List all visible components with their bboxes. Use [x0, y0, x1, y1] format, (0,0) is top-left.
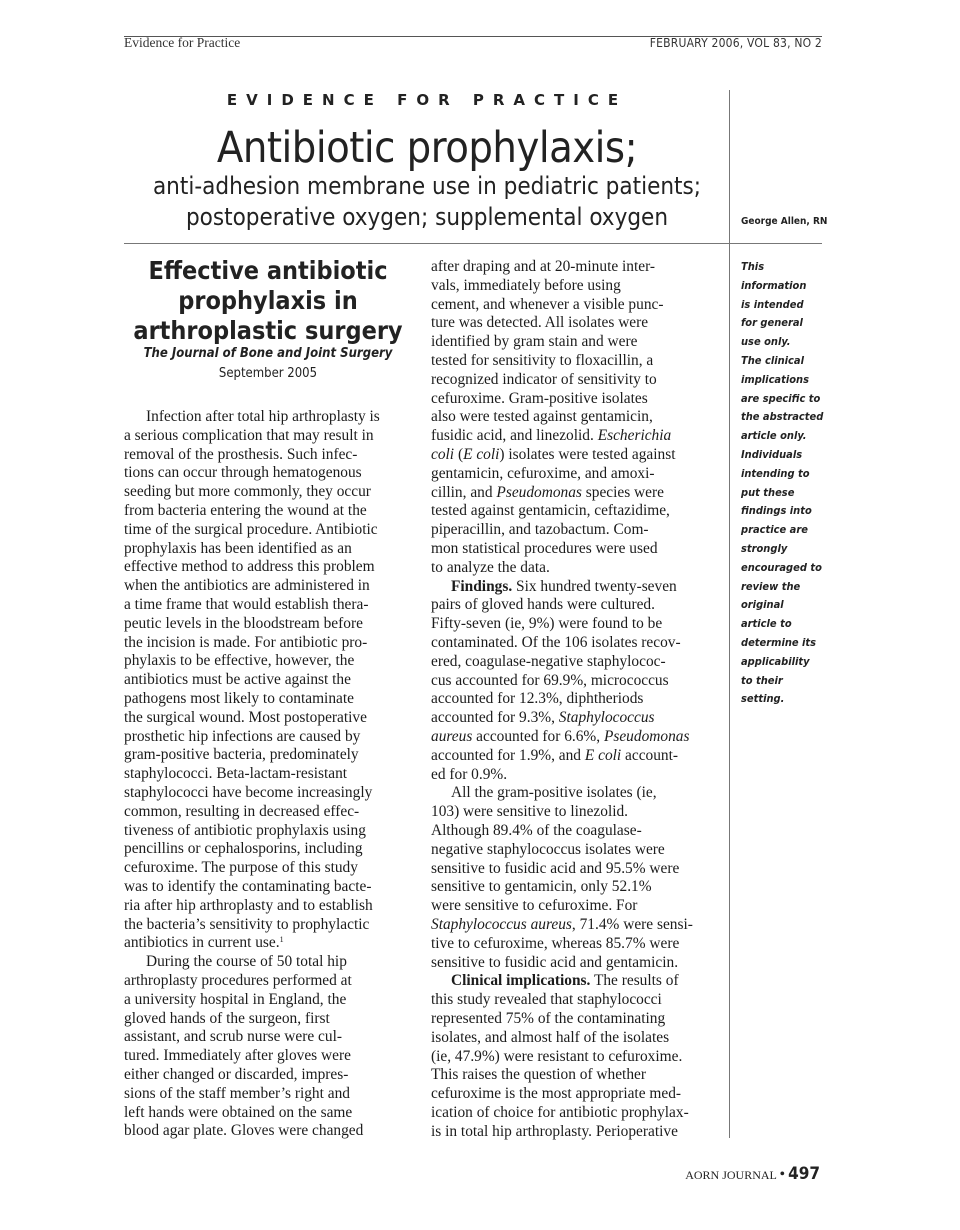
body-line: cefuroxime is the most appropriate med-: [431, 1085, 682, 1103]
author-byline: George Allen, RN: [741, 216, 828, 227]
body-line: phylaxis to be effective, however, the: [124, 652, 355, 670]
organism-name: E coli: [584, 746, 622, 764]
disclaimer-line: determine its: [741, 636, 817, 649]
body-line: a university hospital in England, the: [124, 990, 347, 1008]
body-text: , 71.4% were sensi-: [571, 916, 693, 933]
findings-heading: Findings.: [451, 577, 513, 595]
article-source-date: September 2005: [218, 366, 318, 381]
body-line: coli (E coli) isolates were tested against: [431, 446, 676, 463]
body-line: prophylaxis has been identified as an: [124, 539, 352, 557]
body-line: recognized indicator of sensitivity to: [431, 370, 657, 388]
sidebar-rule: [729, 243, 822, 244]
body-line: tive to cefuroxime, whereas 85.7% were: [431, 934, 680, 952]
page-subtitle-line: anti-adhesion membrane use in pediatric patients;: [152, 172, 702, 200]
clinical-implications-heading: Clinical implications.: [451, 972, 591, 990]
body-line: gentamicin, cefuroxime, and amoxi-: [431, 464, 655, 482]
body-line: cefuroxime. Gram-positive isolates: [431, 389, 648, 407]
body-line: All the gram-positive isolates (ie,: [451, 784, 657, 802]
body-text: fusidic acid, and linezolid.: [431, 427, 594, 445]
page-subtitle-line: postoperative oxygen; supplemental oxygen: [185, 203, 669, 231]
disclaimer-line: This: [741, 260, 765, 273]
body-text: Six hundred twenty-seven: [512, 577, 677, 595]
body-line: is in total hip arthroplasty. Perioperative: [431, 1122, 678, 1140]
body-line: a time frame that would establish thera-: [124, 596, 369, 613]
organism-name: Staphylococcus aureus: [431, 916, 572, 933]
body-line: pairs of gloved hands were cultured.: [431, 596, 655, 614]
body-line: time of the surgical procedure. Antibiotic: [124, 520, 378, 538]
body-line: sions of the staff member’s right and: [124, 1084, 350, 1102]
article-title-line: prophylaxis in: [178, 286, 358, 315]
organism-name: coli: [431, 446, 455, 463]
disclaimer-line: Individuals: [741, 448, 803, 461]
disclaimer-line: the abstracted: [741, 410, 824, 424]
body-line: to analyze the data.: [431, 558, 550, 576]
body-line: blood agar plate. Gloves were changed: [124, 1122, 364, 1140]
body-line: seeding but more commonly, they occur: [124, 483, 371, 501]
organism-name: Pseudomonas: [603, 728, 690, 745]
body-text: accounted for 1.9%, and: [431, 746, 585, 764]
body-line: prosthetic hip infections are caused by: [124, 727, 361, 745]
disclaimer-line: The clinical: [741, 354, 804, 367]
disclaimer-line: strongly: [741, 542, 788, 555]
body-line: piperacillin, and tazobactum. Com-: [431, 521, 649, 539]
body-line: (ie, 47.9%) were resistant to cefuroxime.: [431, 1047, 683, 1065]
body-line: when the antibiotics are administered in: [124, 577, 370, 595]
article-title-line: arthroplastic surgery: [133, 316, 403, 345]
body-line: ria after hip arthroplasty and to establish: [124, 896, 373, 914]
body-line: the bacteria’s sensitivity to prophylactic: [124, 915, 370, 933]
body-text: species were: [581, 483, 664, 501]
body-line: ture was detected. All isolates were: [431, 314, 649, 332]
body-line: Infection after total hip arthroplasty is: [146, 408, 380, 425]
organism-name: E coli: [463, 446, 500, 463]
body-line: vals, immediately before using: [431, 276, 621, 294]
disclaimer-line: intending to: [741, 466, 810, 480]
disclaimer-line: review the: [741, 579, 801, 593]
body-text: ) isolates were tested against: [499, 446, 676, 463]
body-text: accounted for 6.6%,: [472, 728, 604, 745]
article-title-line: Effective antibiotic: [148, 256, 388, 285]
footer-journal-name: AORN JOURNAL: [685, 1168, 777, 1182]
body-line: pathogens most likely to contaminate: [124, 690, 354, 707]
body-text: The results of: [590, 972, 679, 990]
body-line: During the course of 50 total hip: [146, 953, 347, 971]
body-text: cillin, and: [431, 483, 493, 501]
disclaimer-line: use only.: [741, 335, 791, 349]
body-line: tions can occur through hematogenous: [124, 464, 362, 482]
body-line: staphylococci have become increasingly: [124, 784, 373, 801]
running-header-issue: FEBRUARY 2006, VOL 83, NO 2: [649, 36, 822, 50]
footer-bullet: •: [779, 1166, 786, 1183]
findings-line: [451, 578, 677, 597]
body-line: staphylococci. Beta-lactam-resistant: [124, 765, 348, 783]
body-line: mon statistical procedures were used: [431, 540, 658, 557]
body-line: tured. Immediately after gloves were: [124, 1047, 351, 1065]
body-line: [431, 916, 693, 935]
body-line: [431, 427, 671, 446]
body-line: pencillins or cephalosporins, including: [124, 840, 363, 858]
body-line: antibiotics must be active against the: [124, 671, 351, 689]
page-number: 497: [788, 1164, 820, 1184]
disclaimer-line: encouraged to: [741, 560, 822, 574]
body-line: either changed or discarded, impres-: [124, 1066, 349, 1083]
body-line: tiveness of antibiotic prophylaxis using: [124, 821, 366, 839]
disclaimer-line: applicability: [741, 654, 810, 668]
disclaimer-line: original: [741, 598, 784, 612]
body-line: removal of the prosthesis. Such infec-: [124, 445, 358, 463]
body-line: were sensitive to cefuroxime. For: [431, 897, 638, 915]
body-line: Fifty-seven (ie, 9%) were found to be: [431, 615, 663, 633]
article-source-journal: The Journal of Bone and Joint Surgery: [143, 346, 393, 361]
disclaimer-line: are specific to: [741, 391, 821, 405]
disclaimer-line: article to: [741, 617, 792, 631]
body-line: a serious complication that may result in: [124, 426, 374, 444]
body-line: [431, 747, 678, 766]
body-line: [431, 484, 664, 503]
disclaimer-line: put these: [741, 485, 795, 499]
disclaimer-line: practice are: [741, 523, 808, 537]
running-header-section: Evidence for Practice: [124, 35, 241, 50]
body-line: represented 75% of the contaminating: [431, 1010, 666, 1027]
body-line: sensitive to fusidic acid and 95.5% were: [431, 859, 680, 877]
body-line: negative staphylococcus isolates were: [431, 840, 665, 858]
body-line: accounted for 12.3%, diphtheriods: [431, 690, 644, 708]
body-line: assistant, and scrub nurse were cul-: [124, 1028, 342, 1046]
body-line: arthroplasty procedures performed at: [124, 972, 352, 989]
body-line: peutic levels in the bloodstream before: [124, 614, 363, 632]
organism-name: Pseudomonas: [496, 483, 582, 501]
citation-superscript: 1: [279, 935, 284, 945]
article-title: [124, 256, 412, 346]
section-kicker: EVIDENCE FOR PRACTICE: [226, 91, 628, 109]
body-line: also were tested against gentamicin,: [431, 408, 653, 426]
body-line: sensitive to fusidic acid and gentamicin.: [431, 953, 679, 971]
disclaimer-line: for general: [741, 316, 803, 330]
body-line: left hands were obtained on the same: [124, 1103, 353, 1121]
disclaimer-line: is intended: [741, 297, 804, 311]
body-line: the surgical wound. Most postoperative: [124, 708, 367, 726]
body-line: after draping and at 20-minute inter-: [431, 258, 656, 275]
body-line: cement, and whenever a visible punc-: [431, 295, 664, 313]
column-divider: [729, 90, 730, 1138]
body-line: [431, 728, 689, 747]
body-line: the incision is made. For antibiotic pro-: [124, 633, 368, 651]
body-line: effective method to address this problem: [124, 558, 375, 576]
body-line: ication of choice for antibiotic prophylax-: [431, 1104, 689, 1121]
body-line: common, resulting in decreased effec-: [124, 802, 360, 820]
disclaimer-line: implications: [741, 372, 809, 386]
title-rule: [124, 243, 729, 244]
disclaimer-line: setting.: [741, 692, 785, 706]
body-line: tested against gentamicin, ceftazidime,: [431, 502, 670, 520]
clinical-implications-line: [451, 972, 679, 991]
body-line: was to identify the contaminating bacte-: [124, 878, 372, 895]
body-line: cefuroxime. The purpose of this study: [124, 859, 358, 877]
body-line: identified by gram stain and were: [431, 333, 638, 351]
disclaimer-line: information: [741, 278, 807, 292]
body-text: account-: [621, 746, 679, 764]
body-line: isolates, and almost half of the isolates: [431, 1028, 670, 1046]
body-line: tested for sensitivity to floxacillin, a: [431, 352, 654, 369]
body-text: accounted for 9.3%,: [431, 709, 559, 727]
disclaimer-line: article only.: [741, 429, 807, 443]
body-line: [431, 709, 655, 728]
body-text: antibiotics in current use.: [124, 934, 280, 952]
body-line: sensitive to gentamicin, only 52.1%: [431, 878, 652, 896]
disclaimer-line: to their: [741, 673, 783, 687]
body-line: gloved hands of the surgeon, first: [124, 1009, 330, 1027]
body-line: cus accounted for 69.9%, micrococcus: [431, 671, 669, 689]
disclaimer-line: findings into: [741, 504, 812, 518]
organism-name: aureus: [431, 728, 473, 745]
body-line: ed for 0.9%.: [431, 765, 508, 783]
page-title: Antibiotic prophylaxis;: [216, 123, 638, 173]
page-footer: [685, 1164, 820, 1184]
body-line: Although 89.4% of the coagulase-: [431, 822, 642, 839]
body-line: gram-positive bacteria, predominately: [124, 746, 359, 764]
body-line: 103) were sensitive to linezolid.: [431, 803, 629, 821]
body-line: contaminated. Of the 106 isolates recov-: [431, 634, 681, 651]
body-line: from bacteria entering the wound at the: [124, 502, 367, 519]
body-line: this study revealed that staphylococci: [431, 991, 662, 1009]
body-line: ered, coagulase-negative staphylococ-: [431, 652, 666, 670]
organism-name: Staphylococcus: [558, 709, 655, 727]
organism-name: Escherichia: [597, 427, 672, 445]
body-line-with-citation: [124, 934, 284, 953]
body-line: This raises the question of whether: [431, 1066, 646, 1084]
